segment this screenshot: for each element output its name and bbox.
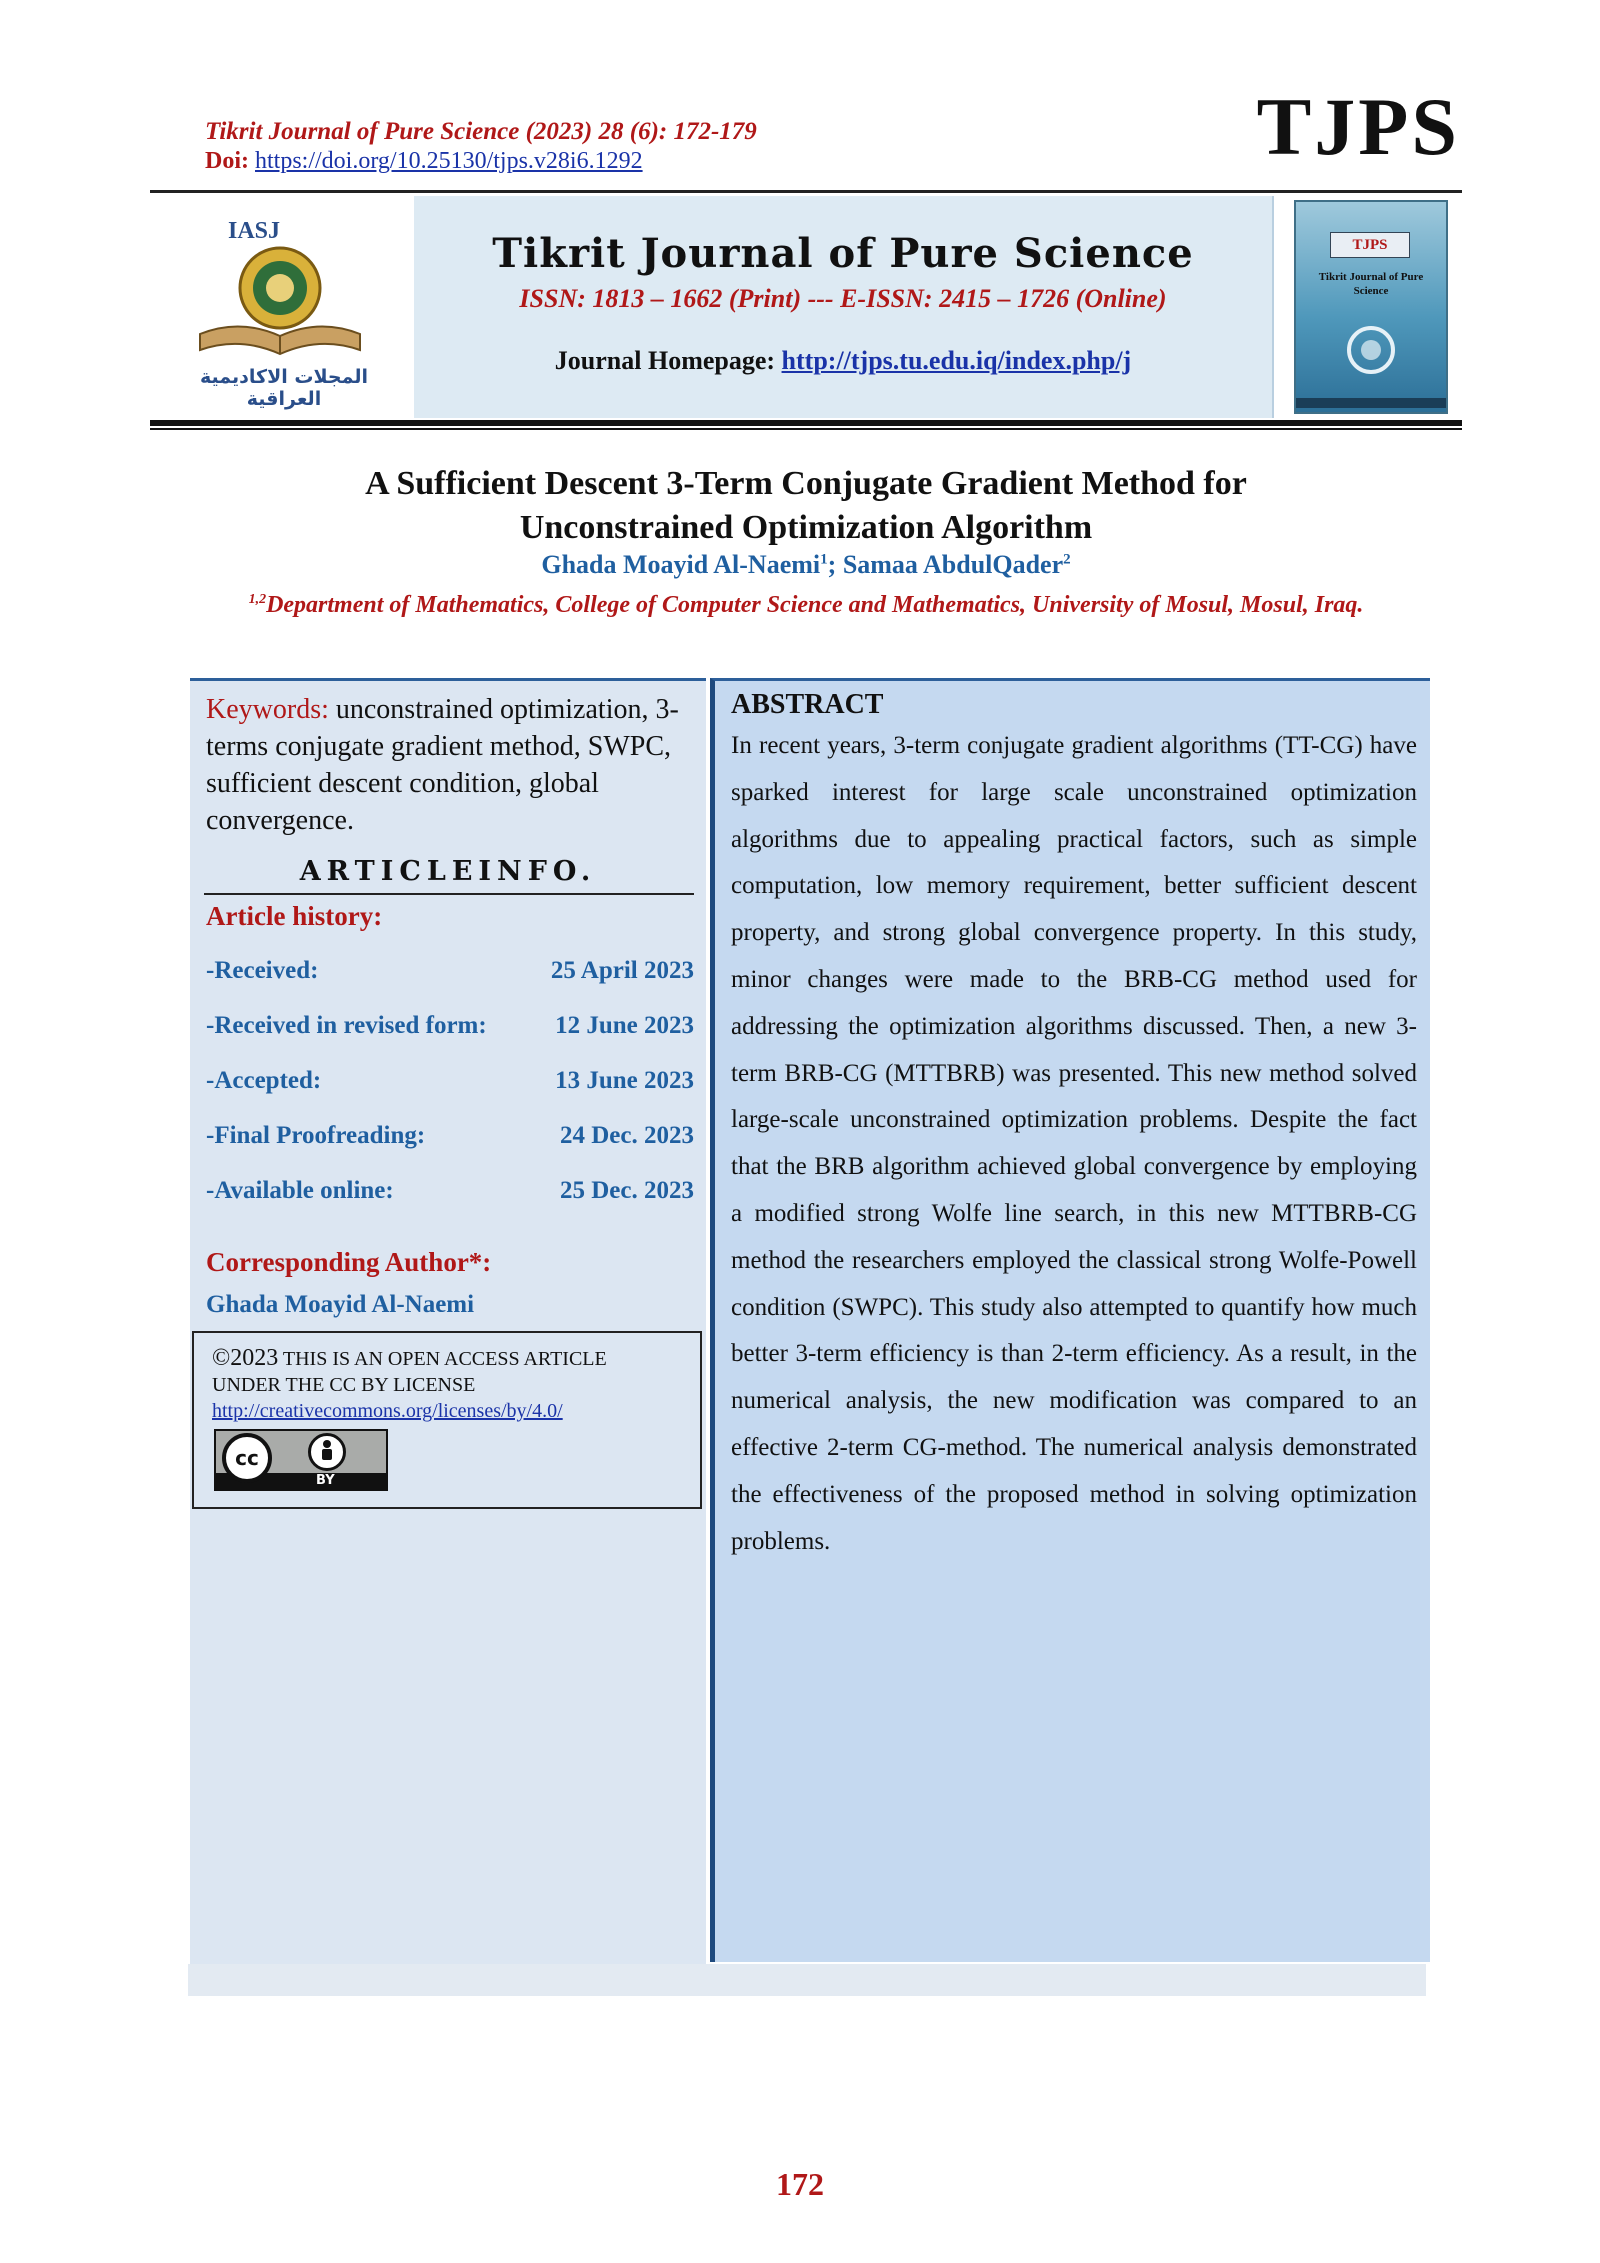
banner-center [414,196,1274,418]
article-info-rule [204,893,694,895]
cover-badge: TJPS [1330,232,1410,258]
attribution-person-icon [308,1433,346,1471]
history-row-date: 25 April 2023 [550,957,694,984]
history-row [206,1012,694,1040]
article-title-line2: Unconstrained Optimization Algorithm [519,509,1093,546]
header-rule [150,190,1462,193]
abstract-heading: ABSTRACT [731,689,884,720]
history-row [206,1067,694,1095]
journal-citation: Tikrit Journal of Pure Science (2023) 28 (6): 172-179 [205,118,757,145]
history-row-date: 13 June 2023 [555,1067,694,1094]
history-row-label: -Available online: [206,1177,394,1204]
iasj-arabic-name: المجلات الاكاديمية العراقية [200,366,368,410]
journal-cover-thumbnail[interactable] [1274,196,1462,418]
license-box [192,1331,702,1509]
by-label: BY [316,1473,335,1488]
affiliation-text: Department of Mathematics, College of Computer Science and Mathematics, University of Mosul, Mosul, Iraq. [266,592,1364,618]
authors-line [200,550,1412,580]
affiliation [200,584,1412,621]
homepage-label: Journal Homepage: [554,346,776,375]
banner-rule-thick [150,420,1462,426]
article-info-heading: ARTICLEINFO. [299,856,597,887]
history-row-label: -Final Proofreading: [206,1122,426,1149]
keywords [206,691,706,839]
iasj-logo[interactable] [150,196,412,418]
license-line2: UNDER THE CC BY LICENSE [212,1374,476,1396]
license-line1: THIS IS AN OPEN ACCESS ARTICLE [278,1348,607,1370]
doi-label: Doi: [205,148,249,174]
article-title-line1: A Sufficient Descent 3-Term Conjugate Gradient Method for [365,465,1247,502]
homepage-line [414,346,1272,376]
iasj-emblem-icon [190,242,370,362]
history-row-label: -Received in revised form: [206,1012,487,1039]
license-text [212,1345,692,1424]
cover-image [1294,200,1448,414]
article-info-panel [190,678,706,1965]
banner-rule-thin [150,428,1462,430]
affiliation-sup: 1,2 [248,592,267,607]
article-history-label: Article history: [206,901,383,931]
cover-emblem-icon [1336,320,1406,380]
panel-bottom-strip [188,1964,1426,1996]
article-title [200,462,1412,550]
keywords-label: Keywords: [206,694,329,725]
cc-icon: cc [222,1433,272,1483]
history-row-date: 24 Dec. 2023 [560,1122,694,1149]
history-row-date: 25 Dec. 2023 [560,1177,694,1204]
cc-by-badge[interactable] [214,1429,388,1491]
page-number: 172 [776,2166,824,2202]
abstract-panel [710,678,1430,1962]
cover-footer-strip [1296,398,1446,408]
journal-banner [150,196,1462,418]
homepage-link[interactable]: http://tjps.tu.edu.iq/index.php/j [781,346,1132,375]
author-separator: ; [827,550,843,579]
history-row [206,1177,694,1205]
author-2: Samaa AbdulQader [842,550,1064,579]
abstract-body: In recent years, 3-term conjugate gradient algorithms (TT-CG) have sparked interest for large scale unconstrained optimization algorithms due to appealing practical factors, such as simple computation, low memory requirement, better sufficient descent property, and strong global convergence property. In this study, minor changes were made to the BRB-CG method used for addressing the optimization algorithms discussed. Then, a new 3-term BRB-CG (MTTBRB) was presented. This new method solved large-scale unconstrained optimization problems. Despite the fact that the BRB algorithm achieved global convergence by employing a modified strong Wolfe line search, in this new MTTBRB-CG method the researchers employed the classical strong Wolfe-Powell condition (SWPC). This study also attempted to quantify how much better 3-term efficiency is than 2-term efficiency. As a result, in the numerical analysis, the new modification was compared to an effective 2-term CG-method. The numerical analysis demonstrated the effectiveness of the proposed method in solving optimization problems. [731,732,1417,1555]
license-link[interactable]: http://creativecommons.org/licenses/by/4.0/ [212,1400,563,1422]
issn-line: ISSN: 1813 – 1662 (Print) --- E-ISSN: 2415 – 1726 (Online) [519,284,1167,313]
author-1: Ghada Moayid Al-Naemi [541,550,821,579]
history-row [206,1122,694,1150]
doi-link[interactable]: https://doi.org/10.25130/tjps.v28i6.1292 [255,148,643,174]
license-year: ©2023 [212,1345,279,1371]
person-icon [311,1436,343,1468]
history-row-label: -Accepted: [206,1067,322,1094]
tjps-logo: TJPS [1256,81,1460,172]
author-2-sup: 2 [1063,551,1071,568]
history-row-date: 12 June 2023 [555,1012,694,1039]
keywords-text: unconstrained optimization, 3-terms conjugate gradient method, SWPC, sufficient descent condition, global convergence. [206,694,679,836]
corresponding-author-name: Ghada Moayid Al-Naemi [206,1291,475,1318]
corresponding-author-label: Corresponding Author*: [206,1247,492,1277]
iasj-label: IASJ [228,218,281,244]
history-row-label: -Received: [206,957,319,984]
journal-name: Tikrit Journal of Pure Science [492,230,1194,277]
doi-line [205,148,643,175]
author-1-sup: 1 [820,551,828,568]
history-row [206,957,694,985]
cover-title: Tikrit Journal of Pure Science [1318,271,1424,297]
